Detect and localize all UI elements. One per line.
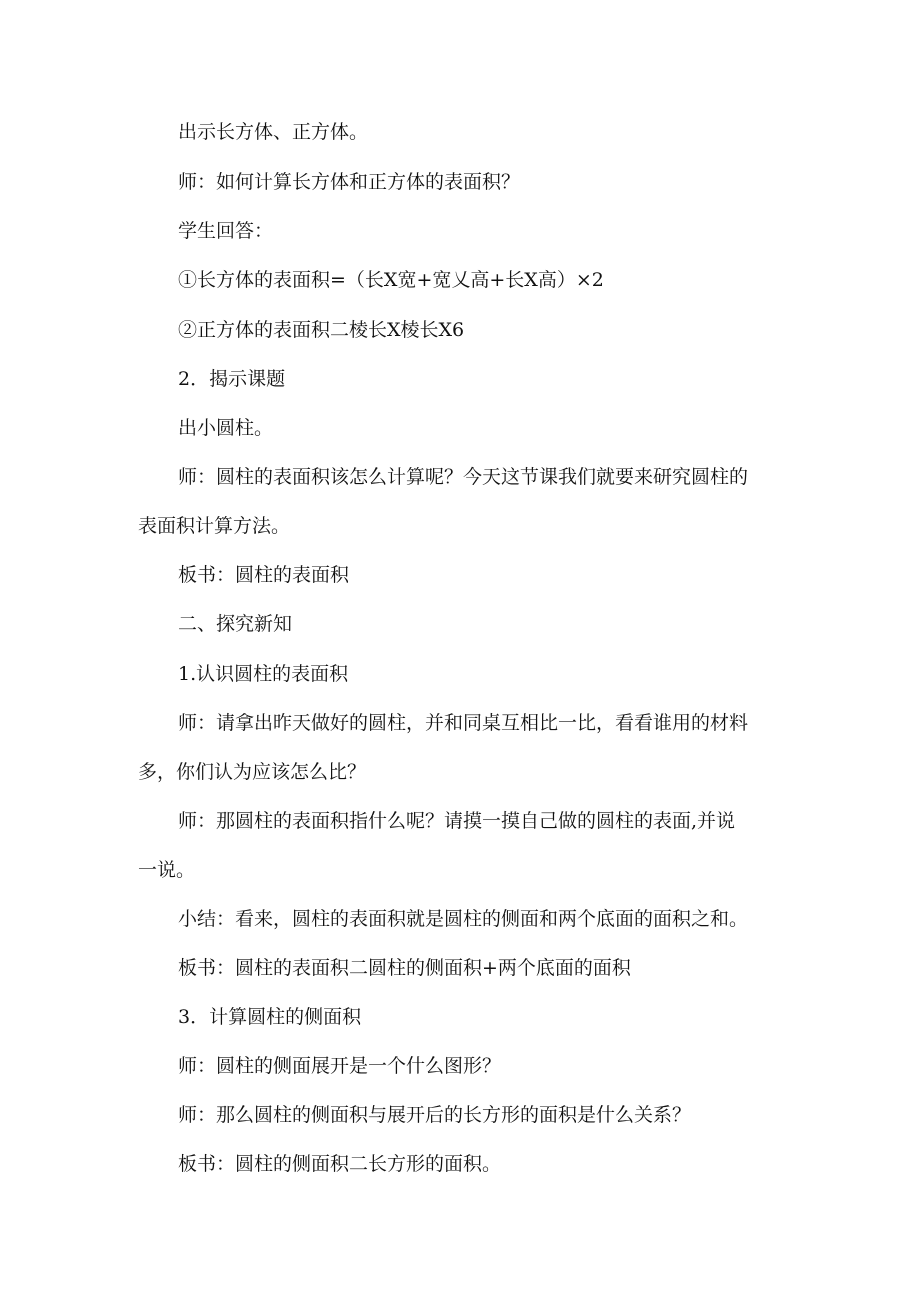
text-line: 板书：圆柱的表面积 xyxy=(178,564,350,586)
section-heading: 二、探究新知 xyxy=(178,613,293,635)
text-line: 多，你们认为应该怎么比？ xyxy=(138,761,367,783)
text-line: 表面积计算方法。 xyxy=(138,515,291,537)
text-line: 师：那么圆柱的侧面积与展开后的长方形的面积是什么关系？ xyxy=(178,1104,692,1126)
text-line: 板书：圆柱的侧面积二长方形的面积。 xyxy=(178,1153,502,1175)
text-line: 学生回答： xyxy=(178,220,274,242)
text-line: 师：请拿出昨天做好的圆柱，并和同桌互相比一比，看看谁用的材料 xyxy=(178,712,749,734)
text-line: 板书：圆柱的表面积二圆柱的侧面积+两个底面的面积 xyxy=(178,957,631,979)
section-heading: 2．揭示课题 xyxy=(178,368,286,390)
text-line: 小结：看来，圆柱的表面积就是圆柱的侧面和两个底面的面积之和。 xyxy=(178,908,749,930)
section-heading: 1.认识圆柱的表面积 xyxy=(178,663,349,685)
text-line: 一说。 xyxy=(138,859,196,881)
text-line: 师：圆柱的表面积该怎么计算呢？今天这节课我们就要来研究圆柱的 xyxy=(178,466,749,488)
text-line: 师：如何计算长方体和正方体的表面积？ xyxy=(178,171,521,193)
text-line: 师：那圆柱的表面积指什么呢？请摸一摸自己做的圆柱的表面,并说 xyxy=(178,810,736,832)
section-heading: 3．计算圆柱的侧面积 xyxy=(178,1006,362,1028)
text-line: 出小圆柱。 xyxy=(178,417,274,439)
text-line: 师：圆柱的侧面展开是一个什么图形？ xyxy=(178,1055,502,1077)
text-line: ②正方体的表面积二棱长X棱长X6 xyxy=(178,319,465,341)
text-line: ①长方体的表面积=（长X宽+宽乂高+长X高）×2 xyxy=(178,269,604,291)
text-line: 出示长方体、正方体。 xyxy=(178,121,369,143)
